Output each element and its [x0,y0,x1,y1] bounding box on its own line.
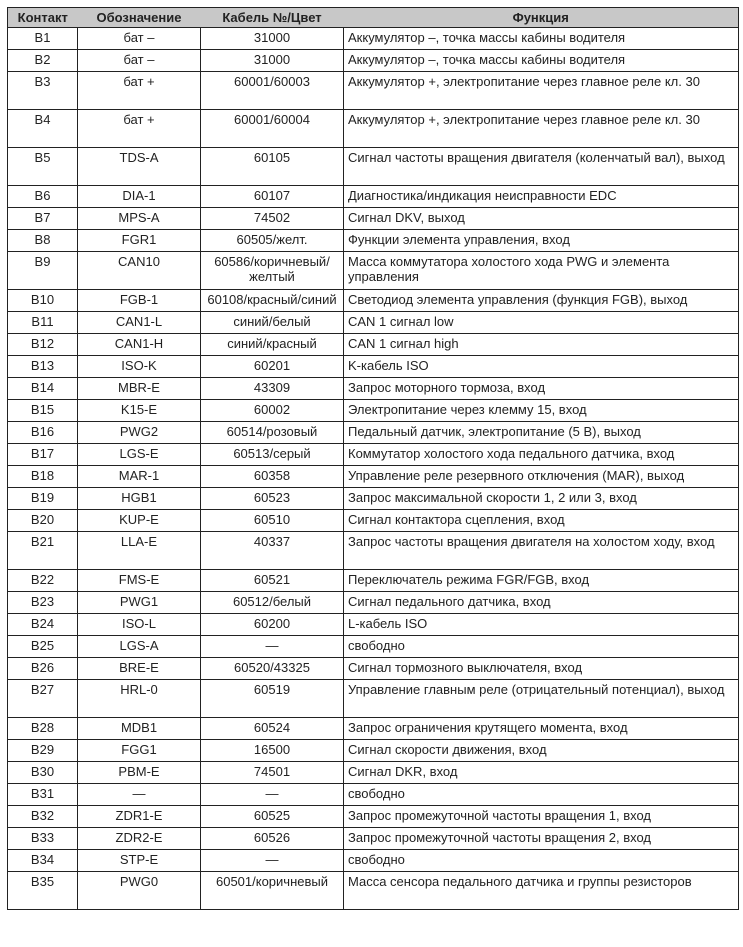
cell-function: Аккумулятор +, электропитание через главное реле кл. 30 [344,110,739,148]
cell-cable: 60519 [201,680,344,718]
cell-designation: ISO-L [78,614,201,636]
table-row [8,850,739,872]
table-row [8,444,739,466]
cell-function: Сигнал контактора сцепления, вход [344,510,739,532]
table-row [8,488,739,510]
table-row [8,50,739,72]
cell-cable: 60514/розовый [201,422,344,444]
cell-function: Запрос частоты вращения двигателя на холостом ходу, вход [344,532,739,570]
table-row [8,208,739,230]
cell-function: Запрос ограничения крутящего момента, вход [344,718,739,740]
cell-designation: STP-E [78,850,201,872]
table-row [8,872,739,910]
cell-designation: — [78,784,201,806]
cell-cable: 40337 [201,532,344,570]
cell-function: Запрос промежуточной частоты вращения 1, вход [344,806,739,828]
table-row [8,400,739,422]
cell-designation: TDS-A [78,148,201,186]
cell-function: Коммутатор холостого хода педального датчика, вход [344,444,739,466]
header-designation: Обозначение [78,8,201,28]
table-row [8,718,739,740]
cell-cable: 31000 [201,28,344,50]
table-row [8,110,739,148]
cell-contact: B6 [8,186,78,208]
cell-designation: PWG0 [78,872,201,910]
cell-cable: 43309 [201,378,344,400]
cell-cable: синий/белый [201,312,344,334]
cell-function: Запрос промежуточной частоты вращения 2, вход [344,828,739,850]
header-function: Функция [344,8,739,28]
table-row [8,570,739,592]
cell-cable: 74501 [201,762,344,784]
table-row [8,148,739,186]
cell-designation: PWG1 [78,592,201,614]
cell-cable: — [201,850,344,872]
table-row [8,740,739,762]
cell-cable: 60513/серый [201,444,344,466]
cell-function: Сигнал скорости движения, вход [344,740,739,762]
cell-function: Сигнал тормозного выключателя, вход [344,658,739,680]
table-row [8,762,739,784]
cell-contact: B8 [8,230,78,252]
cell-cable: 60526 [201,828,344,850]
cell-cable: 60505/желт. [201,230,344,252]
cell-designation: MPS-A [78,208,201,230]
cell-designation: ISO-K [78,356,201,378]
cell-contact: B14 [8,378,78,400]
cell-contact: B24 [8,614,78,636]
cell-designation: PWG2 [78,422,201,444]
cell-contact: B3 [8,72,78,110]
table-row [8,422,739,444]
cell-cable: — [201,784,344,806]
table-row [8,466,739,488]
cell-designation: BRE-E [78,658,201,680]
cell-contact: B5 [8,148,78,186]
cell-cable: синий/красный [201,334,344,356]
cell-contact: B7 [8,208,78,230]
table-row [8,72,739,110]
cell-function: Запрос максимальной скорости 1, 2 или 3, вход [344,488,739,510]
cell-cable: 60201 [201,356,344,378]
cell-function: Сигнал частоты вращения двигателя (коленчатый вал), выход [344,148,739,186]
table-row [8,186,739,208]
cell-cable: 60512/белый [201,592,344,614]
cell-contact: B20 [8,510,78,532]
cell-contact: B27 [8,680,78,718]
cell-designation: HGB1 [78,488,201,510]
cell-function: свободно [344,784,739,806]
cell-function: Сигнал DKV, выход [344,208,739,230]
cell-designation: ZDR1-E [78,806,201,828]
cell-contact: B17 [8,444,78,466]
cell-designation: MBR-E [78,378,201,400]
cell-cable: 60107 [201,186,344,208]
cell-designation: бат + [78,72,201,110]
cell-function: Аккумулятор +, электропитание через главное реле кл. 30 [344,72,739,110]
cell-contact: B23 [8,592,78,614]
table-row [8,592,739,614]
cell-contact: B35 [8,872,78,910]
cell-contact: B31 [8,784,78,806]
cell-function: Масса сенсора педального датчика и группы резисторов [344,872,739,910]
cell-designation: FGB-1 [78,290,201,312]
cell-function: свободно [344,636,739,658]
cell-designation: MAR-1 [78,466,201,488]
cell-designation: CAN1-L [78,312,201,334]
table-row [8,614,739,636]
cell-contact: B12 [8,334,78,356]
cell-cable: 60001/60004 [201,110,344,148]
table-row [8,806,739,828]
cell-designation: KUP-E [78,510,201,532]
cell-contact: B25 [8,636,78,658]
header-contact: Контакт [8,8,78,28]
cell-designation: ZDR2-E [78,828,201,850]
cell-cable: — [201,636,344,658]
cell-contact: B15 [8,400,78,422]
cell-function: Масса коммутатора холостого хода PWG и элемента управления [344,252,739,290]
cell-designation: LLA-E [78,532,201,570]
cell-contact: B13 [8,356,78,378]
cell-function: K-кабель ISO [344,356,739,378]
cell-function: Запрос моторного тормоза, вход [344,378,739,400]
cell-cable: 60358 [201,466,344,488]
cell-cable: 60524 [201,718,344,740]
cell-designation: K15-E [78,400,201,422]
table-header-row [8,8,739,28]
cell-cable: 60586/коричневый/ желтый [201,252,344,290]
cell-cable: 60523 [201,488,344,510]
cell-contact: B26 [8,658,78,680]
table-row [8,334,739,356]
table-row [8,828,739,850]
cell-function: свободно [344,850,739,872]
cell-designation: LGS-E [78,444,201,466]
table-row [8,356,739,378]
cell-contact: B33 [8,828,78,850]
cell-function: Переключатель режима FGR/FGB, вход [344,570,739,592]
cell-contact: B10 [8,290,78,312]
cell-contact: B1 [8,28,78,50]
cell-function: Сигнал DKR, вход [344,762,739,784]
table-row [8,28,739,50]
cell-function: Функции элемента управления, вход [344,230,739,252]
table-row [8,784,739,806]
cell-designation: HRL-0 [78,680,201,718]
cell-function: Управление реле резервного отключения (MAR), выход [344,466,739,488]
pin-assignment-table [7,7,739,910]
table-row [8,658,739,680]
cell-designation: PBM-E [78,762,201,784]
cell-cable: 16500 [201,740,344,762]
cell-contact: B32 [8,806,78,828]
cell-cable: 60105 [201,148,344,186]
header-cable: Кабель №/Цвет [201,8,344,28]
cell-contact: B22 [8,570,78,592]
cell-designation: FMS-E [78,570,201,592]
cell-function: Сигнал педального датчика, вход [344,592,739,614]
cell-cable: 74502 [201,208,344,230]
cell-contact: B28 [8,718,78,740]
cell-designation: LGS-A [78,636,201,658]
cell-cable: 60200 [201,614,344,636]
cell-designation: бат – [78,28,201,50]
cell-contact: B2 [8,50,78,72]
cell-designation: FGG1 [78,740,201,762]
cell-contact: B34 [8,850,78,872]
table-row [8,680,739,718]
cell-function: Педальный датчик, электропитание (5 В), выход [344,422,739,444]
cell-designation: MDB1 [78,718,201,740]
cell-function: Аккумулятор –, точка массы кабины водителя [344,50,739,72]
cell-designation: бат – [78,50,201,72]
cell-contact: B30 [8,762,78,784]
cell-function: Диагностика/индикация неисправности EDC [344,186,739,208]
cell-cable: 60002 [201,400,344,422]
table-row [8,378,739,400]
cell-designation: CAN10 [78,252,201,290]
cell-function: CAN 1 сигнал high [344,334,739,356]
cell-cable: 60525 [201,806,344,828]
table-row [8,636,739,658]
cell-contact: B21 [8,532,78,570]
cell-designation: CAN1-H [78,334,201,356]
cell-cable: 60501/коричневый [201,872,344,910]
cell-contact: B18 [8,466,78,488]
cell-function: Электропитание через клемму 15, вход [344,400,739,422]
cell-contact: B19 [8,488,78,510]
cell-cable: 60520/43325 [201,658,344,680]
cell-contact: B11 [8,312,78,334]
cell-contact: B4 [8,110,78,148]
cell-function: Светодиод элемента управления (функция FGB), выход [344,290,739,312]
table-row [8,312,739,334]
cell-designation: DIA-1 [78,186,201,208]
table-row [8,532,739,570]
cell-function: L-кабель ISO [344,614,739,636]
table-row [8,252,739,290]
cell-designation: бат + [78,110,201,148]
table-body [8,28,739,910]
cell-cable: 60510 [201,510,344,532]
cell-function: Аккумулятор –, точка массы кабины водителя [344,28,739,50]
cell-designation: FGR1 [78,230,201,252]
cell-cable: 60108/красный/синий [201,290,344,312]
cell-contact: B29 [8,740,78,762]
cell-cable: 60521 [201,570,344,592]
cell-function: Управление главным реле (отрицательный потенциал), выход [344,680,739,718]
cell-cable: 31000 [201,50,344,72]
table-row [8,510,739,532]
cell-contact: B9 [8,252,78,290]
cell-cable: 60001/60003 [201,72,344,110]
cell-function: CAN 1 сигнал low [344,312,739,334]
table-row [8,230,739,252]
cell-contact: B16 [8,422,78,444]
table-row [8,290,739,312]
